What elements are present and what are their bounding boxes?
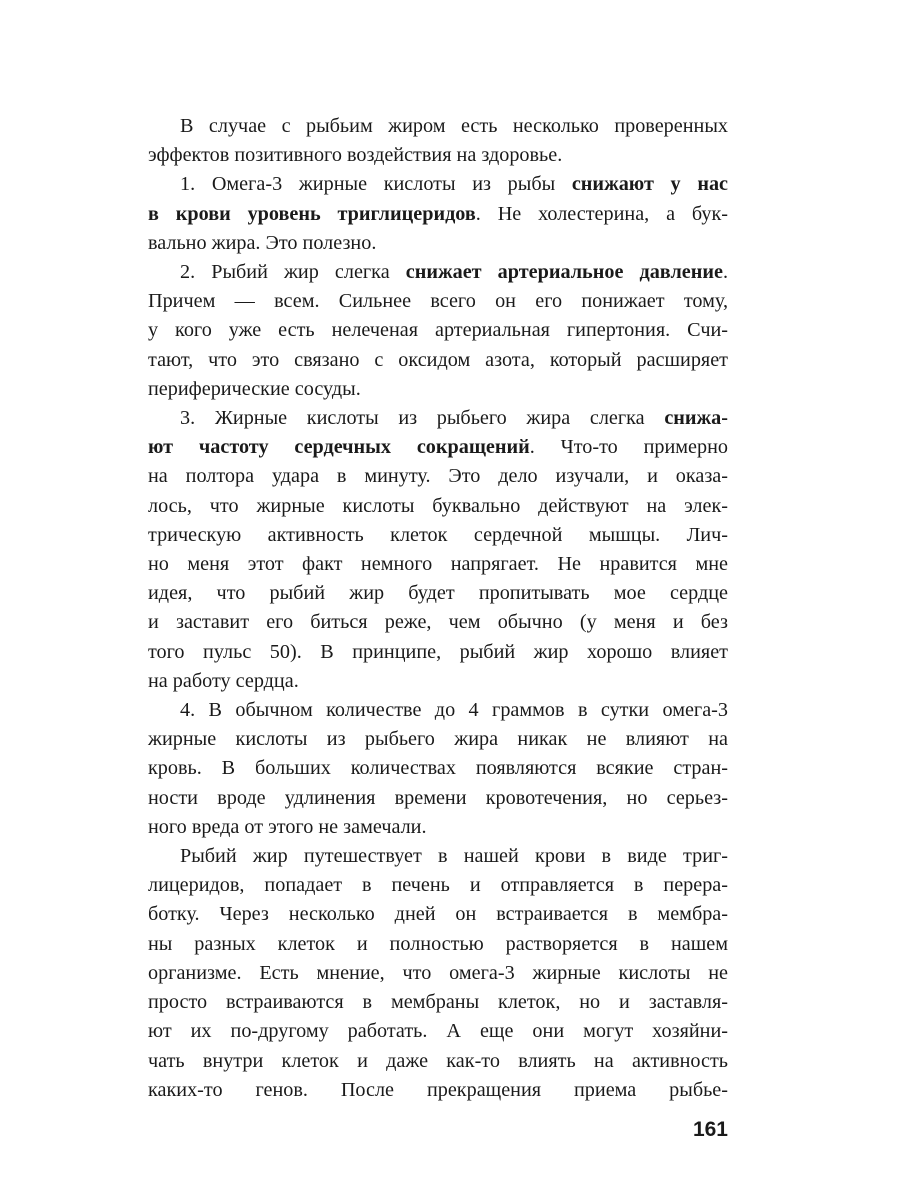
bold-text: снижают у нас [571, 173, 728, 196]
text-run: того пульс 50). В принципе, рыбий жир хорошо влияет [148, 640, 728, 663]
text-line [148, 141, 728, 170]
text-line [148, 754, 728, 783]
text-line [148, 229, 728, 258]
text-run: организме. Есть мнение, что омега-3 жирные кислоты не [148, 961, 728, 984]
text-line [148, 784, 728, 813]
text-line [148, 696, 728, 725]
text-run: чать внутри клеток и даже как-то влиять на активность [148, 1049, 728, 1072]
text-line [148, 930, 728, 959]
text-line [148, 1047, 728, 1076]
text-run: эффектов позитивного воздействия на здоровье. [148, 144, 563, 167]
text-run: вально жира. Это полезно. [148, 231, 377, 254]
bold-text: снижа- [664, 407, 728, 430]
page-number: 161 [692, 1118, 728, 1141]
text-run: 3. Жирные кислоты из рыбьего жира слегка [180, 407, 665, 430]
text-run: 2. Рыбий жир слегка [180, 261, 406, 284]
text-run: Рыбий жир путешествует в нашей крови в виде триг- [180, 845, 728, 868]
text-line [148, 521, 728, 550]
text-line [148, 112, 728, 141]
text-run: трическую активность клеток сердечной мышцы. Лич- [148, 523, 728, 546]
text-line [148, 959, 728, 988]
text-run: ют их по-другому работать. А еще они могут хозяйни- [148, 1020, 728, 1043]
text-run: но меня этот факт немного напрягает. Не нравится мне [148, 553, 728, 576]
text-line [148, 988, 728, 1017]
text-run: ботку. Через несколько дней он встраивается в мембра- [148, 903, 728, 926]
text-run: каких-то генов. После прекращения приема рыбье- [148, 1078, 728, 1101]
text-line [148, 462, 728, 491]
text-line [148, 725, 728, 754]
text-run: ны разных клеток и полностью растворяется в нашем [148, 932, 728, 955]
text-run: периферические сосуды. [148, 377, 361, 400]
text-line [148, 579, 728, 608]
text-line [148, 813, 728, 842]
text-run: . [722, 261, 728, 284]
text-run: 1. Омега-3 жирные кислоты из рыбы [180, 173, 572, 196]
text-line [148, 404, 728, 433]
text-line [148, 200, 728, 229]
text-line [148, 667, 728, 696]
text-run: на полтора удара в минуту. Это дело изучали, и оказа- [148, 465, 728, 488]
text-run: лось, что жирные кислоты буквально действуют на элек- [148, 494, 728, 517]
text-line [148, 900, 728, 929]
text-line [148, 492, 728, 521]
text-line [148, 287, 728, 316]
bold-text: в крови уровень триглицеридов [148, 202, 476, 225]
text-line [148, 608, 728, 637]
text-run: жирные кислоты из рыбьего жира никак не влияют на [148, 728, 728, 751]
text-run: ного вреда от этого не замечали. [148, 815, 427, 838]
text-line [148, 170, 728, 199]
text-run: тают, что это связано с оксидом азота, который расширяет [148, 348, 728, 371]
text-run: Причем — всем. Сильнее всего он его понижает тому, [148, 290, 728, 313]
text-line [148, 433, 728, 462]
text-run: и заставит его биться реже, чем обычно (у меня и без [148, 611, 728, 634]
text-run: лицеридов, попадает в печень и отправляется в перера- [148, 874, 728, 897]
page-body-text [148, 112, 728, 1105]
text-line [148, 258, 728, 287]
text-run: идея, что рыбий жир будет пропитывать мое сердце [148, 582, 728, 605]
text-run: просто встраиваются в мембраны клеток, но и заставля- [148, 991, 728, 1014]
text-line [148, 1017, 728, 1046]
text-line [148, 550, 728, 579]
text-run: . Не холестерина, а бук- [475, 202, 729, 225]
text-line [148, 316, 728, 345]
text-line [148, 638, 728, 667]
text-run: ности вроде удлинения времени кровотечения, но серьез- [148, 786, 728, 809]
text-run: В случае с рыбьим жиром есть несколько проверенных [180, 115, 728, 137]
text-line [148, 842, 728, 871]
text-run: на работу сердца. [148, 669, 299, 692]
bold-text: снижает артериальное давление [405, 261, 723, 284]
text-run: кровь. В больших количествах появляются всякие стран- [148, 757, 728, 780]
text-run: . Что-то примерно [529, 436, 728, 459]
text-line [148, 346, 728, 375]
text-line [148, 375, 728, 404]
text-line [148, 871, 728, 900]
text-line [148, 1076, 728, 1105]
bold-text: ют частоту сердечных сокращений [148, 436, 530, 459]
text-run: у кого уже есть нелеченая артериальная гипертония. Счи- [148, 319, 728, 342]
text-run: 4. В обычном количестве до 4 граммов в сутки омега-3 [180, 699, 728, 722]
